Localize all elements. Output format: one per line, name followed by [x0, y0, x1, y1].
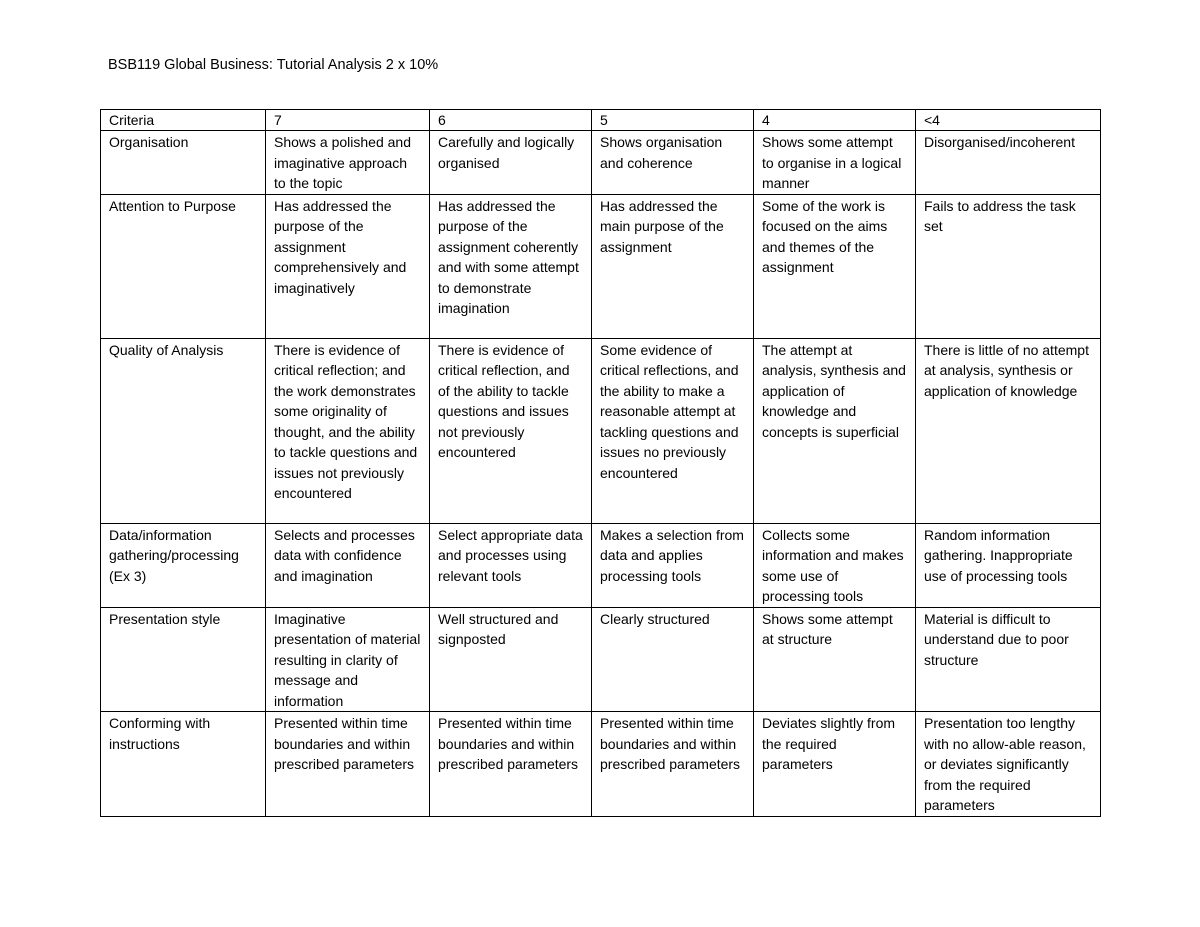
marking-rubric-table — [100, 109, 1101, 817]
descriptor-cell: Presented within time boundaries and within prescribed parameters — [430, 712, 592, 817]
descriptor-cell: There is evidence of critical reflection, and of the ability to tackle questions and issues not previously encountered — [430, 338, 592, 523]
descriptor-cell: Makes a selection from data and applies processing tools — [592, 523, 754, 607]
table-row — [101, 523, 1101, 607]
descriptor-cell: Collects some information and makes some use of processing tools — [754, 523, 916, 607]
descriptor-cell: The attempt at analysis, synthesis and application of knowledge and concepts is superficial — [754, 338, 916, 523]
descriptor-cell: Selects and processes data with confidence and imagination — [266, 523, 430, 607]
descriptor-cell: There is little of no attempt at analysis, synthesis or application of knowledge — [916, 338, 1101, 523]
criterion-cell: Conforming with instructions — [101, 712, 266, 817]
descriptor-cell: Random information gathering. Inappropriate use of processing tools — [916, 523, 1101, 607]
descriptor-cell: Some of the work is focused on the aims and themes of the assignment — [754, 194, 916, 338]
criterion-cell: Quality of Analysis — [101, 338, 266, 523]
descriptor-cell: Deviates slightly from the required parameters — [754, 712, 916, 817]
header-score-7: 7 — [266, 110, 430, 131]
criterion-cell: Data/information gathering/processing (Ex 3) — [101, 523, 266, 607]
descriptor-cell: Material is difficult to understand due to poor structure — [916, 607, 1101, 712]
descriptor-cell: Has addressed the main purpose of the assignment — [592, 194, 754, 338]
descriptor-cell: Shows some attempt at structure — [754, 607, 916, 712]
table-row — [101, 194, 1101, 338]
table-row — [101, 131, 1101, 195]
descriptor-cell: Carefully and logically organised — [430, 131, 592, 195]
header-score-below-4: <4 — [916, 110, 1101, 131]
descriptor-cell: There is evidence of critical reflection; and the work demonstrates some originality of thought, and the ability to tackle questions and issues not previously encountered — [266, 338, 430, 523]
header-criteria: Criteria — [101, 110, 266, 131]
header-score-5: 5 — [592, 110, 754, 131]
descriptor-cell: Clearly structured — [592, 607, 754, 712]
descriptor-cell: Select appropriate data and processes using relevant tools — [430, 523, 592, 607]
descriptor-cell: Has addressed the purpose of the assignment coherently and with some attempt to demonstrate imagination — [430, 194, 592, 338]
descriptor-cell: Presented within time boundaries and within prescribed parameters — [266, 712, 430, 817]
table-row — [101, 607, 1101, 712]
descriptor-cell: Disorganised/incoherent — [916, 131, 1101, 195]
descriptor-cell: Shows organisation and coherence — [592, 131, 754, 195]
criterion-cell: Organisation — [101, 131, 266, 195]
descriptor-cell: Shows a polished and imaginative approach to the topic — [266, 131, 430, 195]
table-row — [101, 712, 1101, 817]
header-score-6: 6 — [430, 110, 592, 131]
descriptor-cell: Presented within time boundaries and within prescribed parameters — [592, 712, 754, 817]
document-title: BSB119 Global Business: Tutorial Analysis 2 x 10% — [108, 57, 439, 73]
descriptor-cell: Some evidence of critical reflections, and the ability to make a reasonable attempt at tackling questions and issues no previously encountered — [592, 338, 754, 523]
table-row — [101, 338, 1101, 523]
descriptor-cell: Imaginative presentation of material resulting in clarity of message and information — [266, 607, 430, 712]
descriptor-cell: Has addressed the purpose of the assignment comprehensively and imaginatively — [266, 194, 430, 338]
header-row — [101, 110, 1101, 131]
header-score-4: 4 — [754, 110, 916, 131]
descriptor-cell: Presentation too lengthy with no allow-able reason, or deviates significantly from the required parameters — [916, 712, 1101, 817]
descriptor-cell: Fails to address the task set — [916, 194, 1101, 338]
descriptor-cell: Shows some attempt to organise in a logical manner — [754, 131, 916, 195]
criterion-cell: Attention to Purpose — [101, 194, 266, 338]
descriptor-cell: Well structured and signposted — [430, 607, 592, 712]
criterion-cell: Presentation style — [101, 607, 266, 712]
